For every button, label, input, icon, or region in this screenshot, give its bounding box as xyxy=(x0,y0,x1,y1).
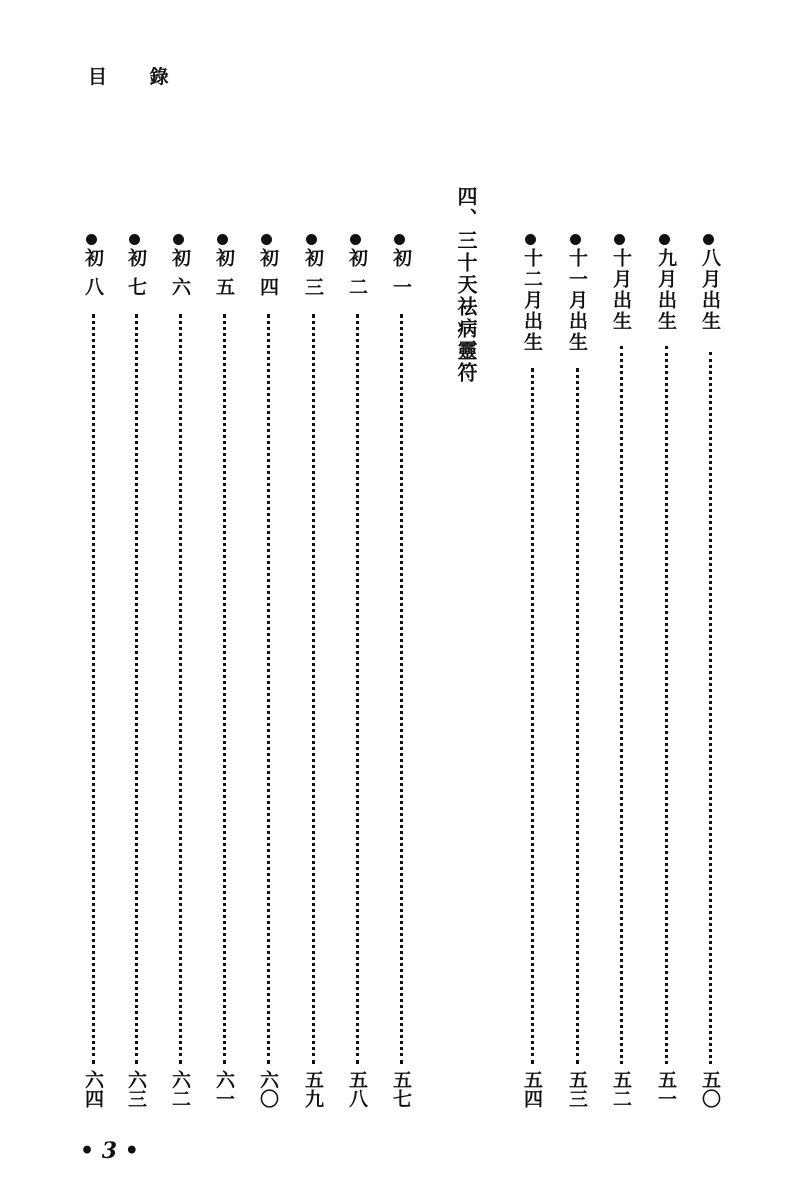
bullet-icon xyxy=(217,234,228,245)
toc-entry-month xyxy=(566,234,588,1116)
toc-entry-label: 十二月出生 xyxy=(521,248,543,353)
toc-entry-label: 十一月出生 xyxy=(566,248,588,353)
dot-leader xyxy=(400,314,403,1064)
bullet-icon xyxy=(129,234,140,245)
dot-leader xyxy=(356,314,359,1064)
dot-leader xyxy=(709,352,712,1064)
toc-entry-page: 五四 xyxy=(521,1070,543,1108)
toc-entry-page: 六〇 xyxy=(257,1070,279,1108)
page-number: • 3 • xyxy=(80,1138,139,1164)
toc-entry-page: 五〇 xyxy=(699,1070,721,1108)
toc-entry-page: 五七 xyxy=(390,1070,412,1108)
toc-entry-page: 六四 xyxy=(82,1070,104,1108)
toc-entry-day xyxy=(346,234,368,1116)
toc-entry-label: 初四 xyxy=(257,248,279,306)
toc-entry-month xyxy=(521,234,543,1116)
bullet-icon xyxy=(659,234,670,245)
bullet-icon xyxy=(261,234,272,245)
dot-leader xyxy=(312,314,315,1064)
toc-entry-day xyxy=(125,234,147,1116)
dot-leader xyxy=(92,314,95,1064)
dot-leader xyxy=(665,346,668,1064)
toc-entry-day xyxy=(390,234,412,1116)
dot-leader xyxy=(179,314,182,1064)
toc-entry-label: 初五 xyxy=(213,248,235,306)
bullet-icon xyxy=(614,234,625,245)
toc-entry-label: 初七 xyxy=(125,248,147,306)
bullet-icon xyxy=(703,234,714,245)
bullet-icon xyxy=(525,234,536,245)
dot-leader xyxy=(620,346,623,1064)
bullet-icon xyxy=(350,234,361,245)
toc-entry-label: 初二 xyxy=(346,248,368,306)
bullet-icon xyxy=(394,234,405,245)
toc-entry-page: 六三 xyxy=(125,1070,147,1108)
bullet-icon xyxy=(86,234,97,245)
dot-leader xyxy=(135,314,138,1064)
toc-entry-label: 初八 xyxy=(82,248,104,306)
toc-entry-label: 初六 xyxy=(169,248,191,306)
dot-leader xyxy=(576,368,579,1064)
toc-entry-page: 六二 xyxy=(169,1070,191,1108)
toc-entry-label: 十月出生 xyxy=(610,248,632,332)
toc-entry-day xyxy=(213,234,235,1116)
toc-entry-month xyxy=(699,234,721,1116)
toc-entry-page: 六一 xyxy=(213,1070,235,1108)
bullet-icon xyxy=(570,234,581,245)
dot-leader xyxy=(223,314,226,1064)
toc-entry-day xyxy=(257,234,279,1116)
toc-entry-label: 初一 xyxy=(390,248,412,306)
toc-entry-page: 五一 xyxy=(655,1070,677,1108)
toc-entry-page: 五九 xyxy=(302,1070,324,1108)
toc-entry-day xyxy=(82,234,104,1116)
toc-entry-page: 五二 xyxy=(610,1070,632,1108)
dot-leader xyxy=(267,314,270,1064)
toc-entry-page: 五三 xyxy=(566,1070,588,1108)
bullet-icon xyxy=(306,234,317,245)
toc-entry-page: 五八 xyxy=(346,1070,368,1108)
toc-entry-day xyxy=(169,234,191,1116)
page-header-title: 目 錄 xyxy=(88,66,187,88)
toc-entry-label: 初三 xyxy=(302,248,324,306)
toc-entry-label: 八月出生 xyxy=(699,248,721,332)
section-heading: 四、三十天祛病靈符 xyxy=(454,186,478,384)
toc-entry-month xyxy=(655,234,677,1116)
toc-entry-day xyxy=(302,234,324,1116)
toc-entry-label: 九月出生 xyxy=(655,248,677,332)
dot-leader xyxy=(531,368,534,1064)
bullet-icon xyxy=(173,234,184,245)
toc-entry-month xyxy=(610,234,632,1116)
